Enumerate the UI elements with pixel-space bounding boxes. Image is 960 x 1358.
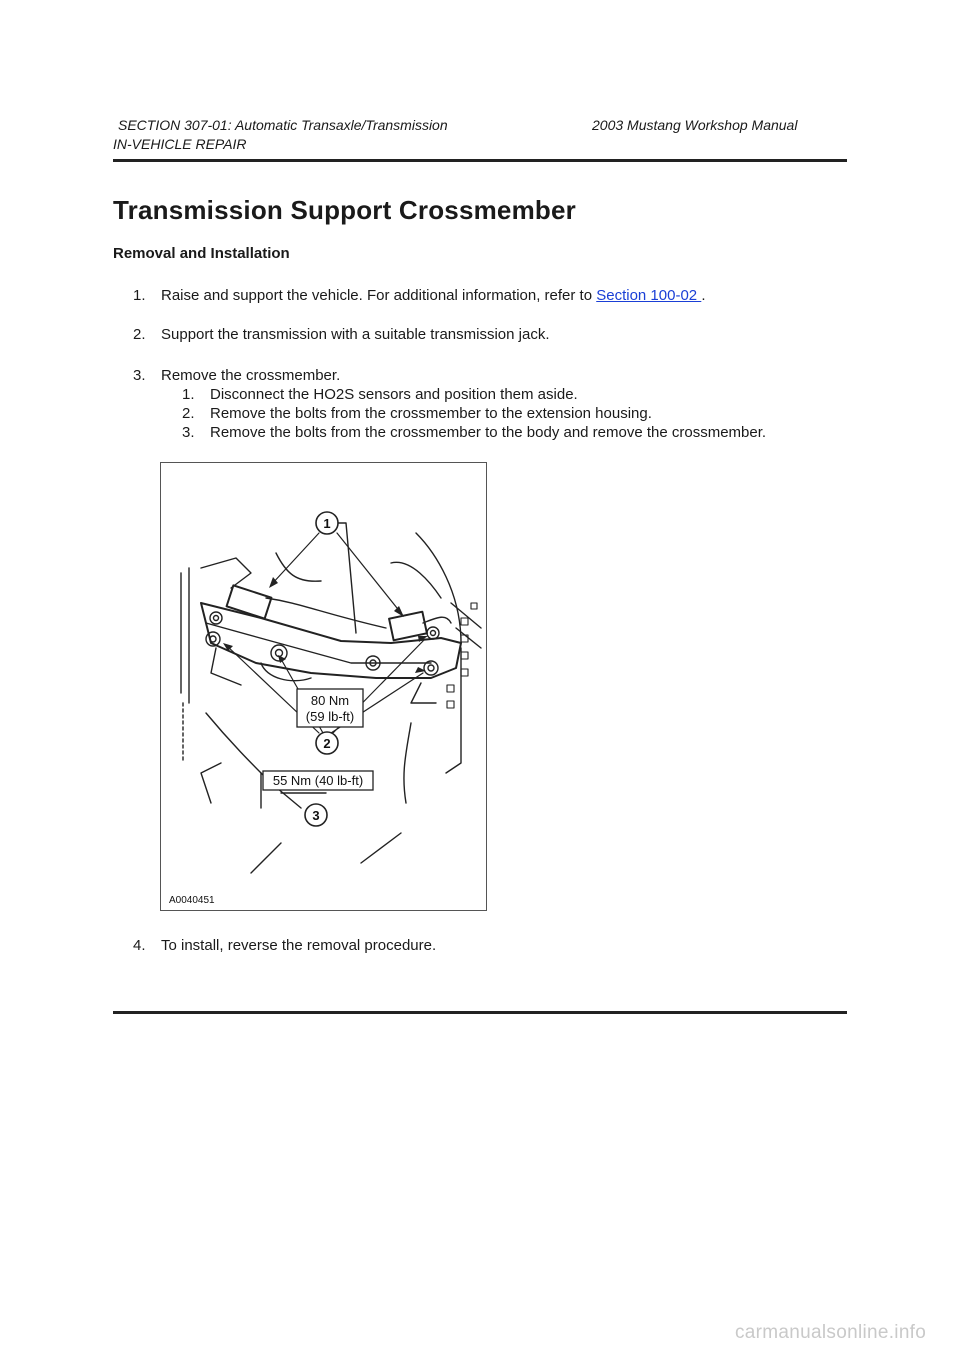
watermark-text: carmanualsonline.info — [735, 1322, 927, 1343]
substep-3-1-text: Disconnect the HO2S sensors and position them aside. — [210, 386, 578, 403]
substep-3-3 — [182, 424, 766, 441]
figure-id: A0040451 — [169, 895, 215, 906]
crossmember-drawing — [161, 463, 486, 910]
step-2-number: 2. — [133, 326, 146, 343]
header-divider — [113, 159, 847, 162]
footer-divider — [113, 1011, 847, 1014]
substep-3-1-number: 1. — [182, 386, 195, 403]
step-4 — [133, 937, 436, 954]
substep-3-3-text: Remove the bolts from the crossmember to the body and remove the crossmember. — [210, 424, 767, 441]
substep-3-1 — [182, 386, 578, 403]
step-1-number: 1. — [133, 287, 146, 304]
crossmember-illustration — [160, 462, 487, 911]
substep-3-2-number: 2. — [182, 405, 195, 422]
step-1-text: Raise and support the vehicle. For additional information, refer to — [161, 287, 597, 304]
page-title: Transmission Support Crossmember — [113, 195, 576, 225]
substep-3-2 — [182, 405, 652, 422]
section-100-02-link[interactable]: Section 100-02 — [596, 287, 702, 304]
step-3 — [133, 367, 340, 384]
torque-80nm-label: 80 Nm — [310, 693, 350, 708]
step-2-text: Support the transmission with a suitable transmission jack. — [161, 326, 550, 343]
callout-1-label: 1 — [323, 516, 331, 531]
step-4-number: 4. — [133, 937, 146, 954]
manual-title: 2003 Mustang Workshop Manual — [592, 117, 798, 133]
step-2 — [133, 326, 550, 343]
step-3-number: 3. — [133, 367, 146, 384]
section-header: SECTION 307-01: Automatic Transaxle/Transmission — [118, 117, 448, 133]
callout-3-label: 3 — [312, 808, 320, 823]
step-3-text: Remove the crossmember. — [161, 367, 341, 384]
step-1 — [133, 287, 705, 304]
section-subtitle: Removal and Installation — [113, 245, 290, 262]
step-1-period: . — [701, 287, 706, 304]
category-label: IN-VEHICLE REPAIR — [113, 136, 247, 152]
substep-3-2-text: Remove the bolts from the crossmember to the extension housing. — [210, 405, 652, 422]
callout-2-label: 2 — [323, 736, 331, 751]
torque-59lbft-label: (59 lb-ft) — [305, 709, 355, 724]
torque-55nm-label: 55 Nm (40 lb-ft) — [272, 773, 364, 788]
step-4-text: To install, reverse the removal procedure. — [161, 937, 437, 954]
substep-3-3-number: 3. — [182, 424, 195, 441]
